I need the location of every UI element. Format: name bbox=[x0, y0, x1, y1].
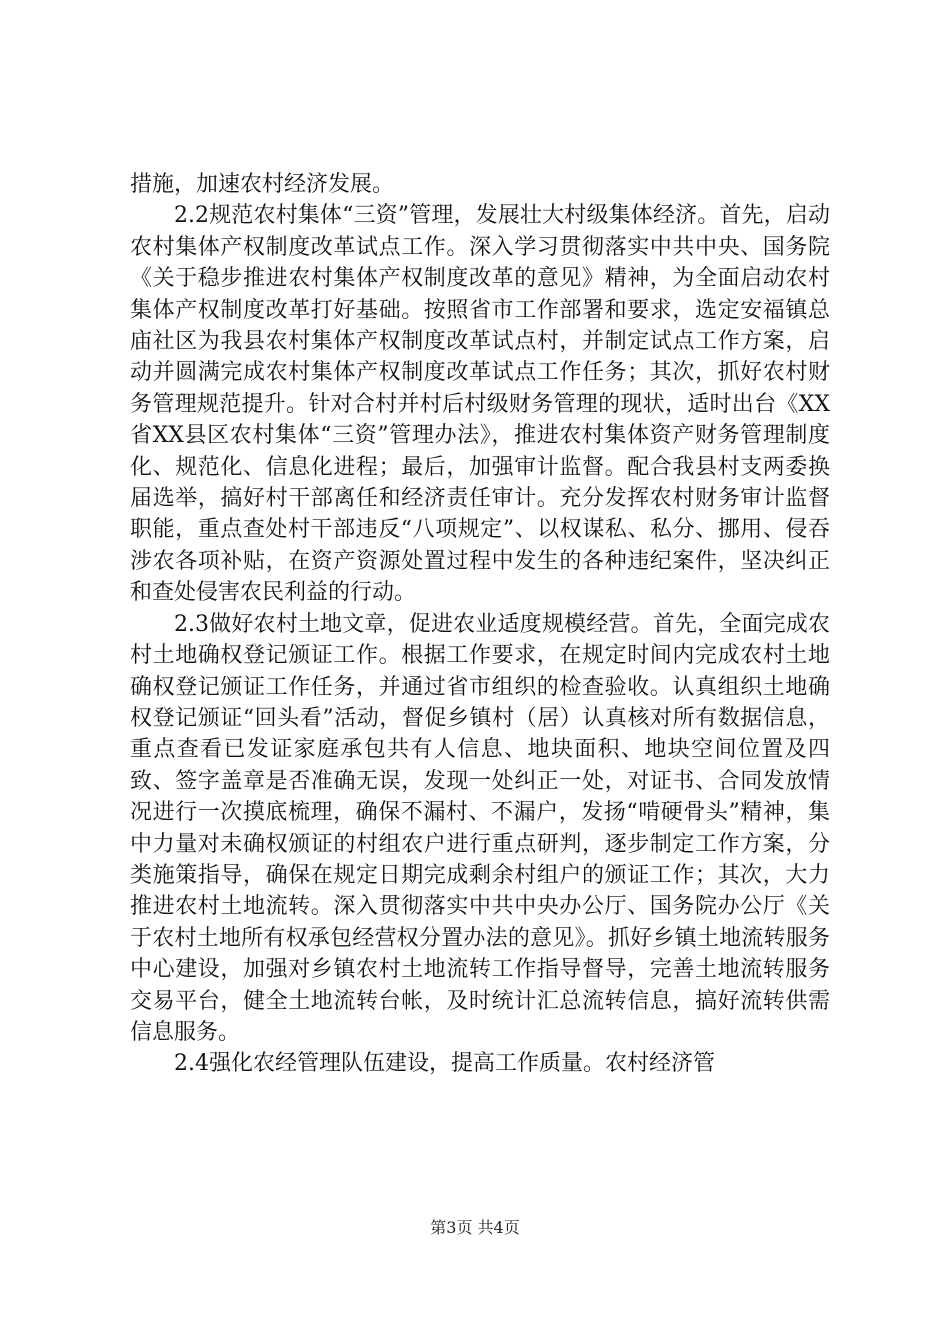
document-body bbox=[130, 169, 830, 1080]
paragraph-section-2-3: 2.3做好农村土地文章，促进农业适度规模经营。首先，全面完成农村土地确权登记颁证工作。根据工作要求，在规定时间内完成农村土地确权登记颁证工作任务，并通过省市组织的检查验收。认真组织土地确权登记颁证“回头看”活动，督促乡镇村（居）认真核对所有数据信息，重点查看已发证家庭承包共有人信息、地块面积、地块空间位置及四致、签字盖章是否准确无误，发现一处纠正一处，对证书、合同发放情况进行一次摸底梳理，确保不漏村、不漏户，发扬“啃硬骨头”精神，集中力量对未确权颁证的村组农户进行重点研判，逐步制定工作方案，分类施策指导，确保在规定日期完成剩余村组户的颁证工作；其次，大力推进农村土地流转。深入贯彻落实中共中央办公厅、国务院办公厅《关于农村土地所有权承包经营权分置办法的意见》。抓好乡镇土地流转服务中心建设，加强对乡镇农村土地流转工作指导督导，完善土地流转服务交易平台，健全土地流转台帐，及时统计汇总流转信息，搞好流转供需信息服务。 bbox=[130, 611, 830, 1045]
paragraph-section-2-4: 2.4强化农经管理队伍建设，提高工作质量。农村经济管 bbox=[174, 1051, 715, 1077]
page-number-footer: 第3页 共4页 bbox=[430, 1218, 520, 1237]
paragraph-continuation: 措施，加速农村经济发展。 bbox=[130, 172, 395, 197]
paragraph-section-2-2: 2.2规范农村集体“三资”管理，发展壮大村级集体经济。首先，启动农村集体产权制度改革试点工作。深入学习贯彻落实中共中央、国务院《关于稳步推进农村集体产权制度改革的意见》精神，为全面启动农村集体产权制度改革打好基础。按照省市工作部署和要求，选定安福镇总庙社区为我县农村集体产权制度改革试点村，并制定试点工作方案，启动并圆满完成农村集体产权制度改革试点工作任务；其次，抓好农村财务管理规范提升。针对合村并村后村级财务管理的现状，适时出台《XX省XX县区农村集体“三资”管理办法》，推进农村集体资产财务管理制度化、规范化、信息化进程；最后，加强审计监督。配合我县村支两委换届选举，搞好村干部离任和经济责任审计。充分发挥农村财务审计监督职能，重点查处村干部违反“八项规定”、以权谋私、私分、挪用、侵吞涉农各项补贴，在资产资源处置过程中发生的各种违纪案件，坚决纠正和查处侵害农民利益的行动。 bbox=[130, 203, 830, 606]
